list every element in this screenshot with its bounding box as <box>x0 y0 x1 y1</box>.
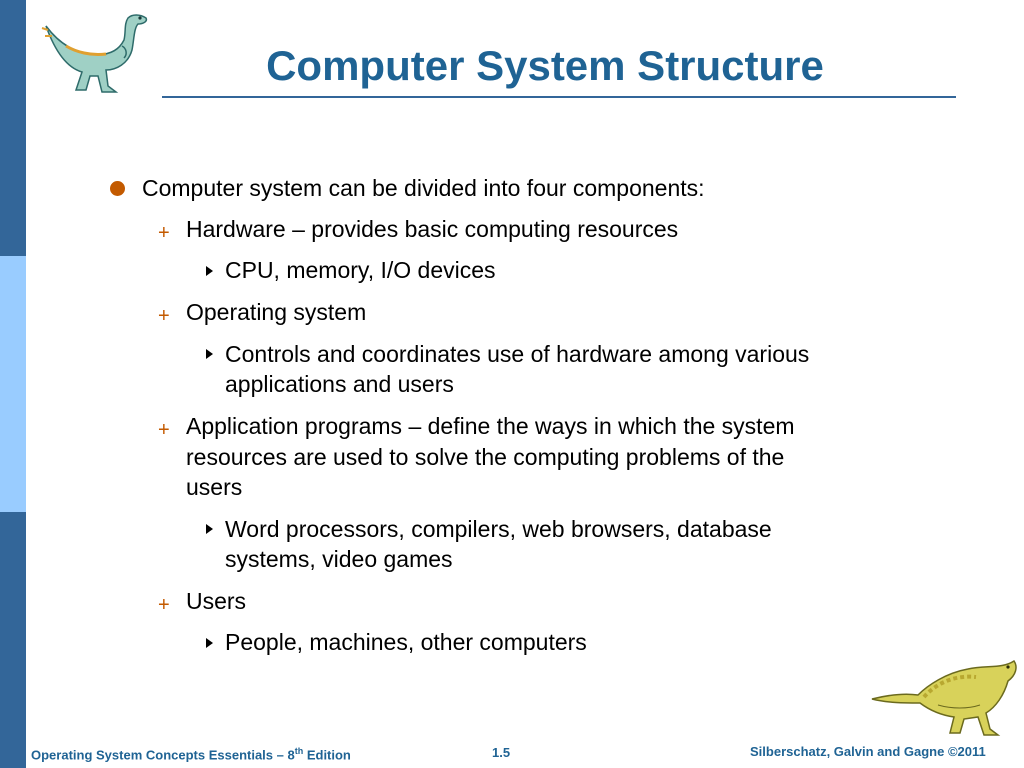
cross-bullet-icon: + <box>158 419 170 441</box>
bullet-application-detail-line-1: Word processors, compilers, web browsers, database <box>225 516 772 542</box>
bullet-intro: Computer system can be divided into four components: <box>142 175 705 201</box>
cross-bullet-icon: + <box>158 594 170 616</box>
footer-book-title-tail: Edition <box>303 747 351 763</box>
bullet-os-detail-line-1: Controls and coordinates use of hardware among various <box>225 341 810 367</box>
left-bar-segment-middle <box>0 256 26 512</box>
bullet-application-line-2: resources are used to solve the computing problems of the <box>186 444 785 470</box>
bullet-os-detail-line-2: applications and users <box>225 371 454 397</box>
left-bar-segment-bottom <box>0 512 26 768</box>
triangle-bullet-icon <box>206 266 213 276</box>
bullet-users: Users <box>186 588 247 614</box>
footer-edition-superscript: th <box>294 746 304 756</box>
footer-book-title-main: Operating System Concepts Essentials – 8 <box>31 747 295 763</box>
footer-page-number: 1.5 <box>492 745 511 760</box>
bullet-application-detail-line-2: systems, video games <box>225 546 453 572</box>
left-color-bar <box>0 0 26 768</box>
triangle-bullet-icon <box>206 524 213 534</box>
dinosaur-image-bottom <box>868 655 1020 741</box>
bullet-application-line-1: Application programs – define the ways in which the system <box>186 413 795 439</box>
bullet-users-detail: People, machines, other computers <box>225 629 587 655</box>
title-underline <box>162 96 956 98</box>
triangle-bullet-icon <box>206 349 213 359</box>
cross-bullet-icon: + <box>158 305 170 327</box>
left-bar-segment-top <box>0 0 26 256</box>
circle-bullet-icon <box>110 181 125 196</box>
footer-authors: Silberschatz, Galvin and Gagne ©2011 <box>750 744 986 759</box>
bullet-hardware-detail: CPU, memory, I/O devices <box>225 257 496 283</box>
page-title: Computer System Structure <box>266 42 824 89</box>
bullet-hardware: Hardware – provides basic computing resources <box>186 216 679 242</box>
bullet-application-line-3: users <box>186 474 243 500</box>
bullet-operating-system: Operating system <box>186 299 367 325</box>
dinosaur-image-top <box>36 6 156 98</box>
footer-book-title <box>31 746 351 762</box>
cross-bullet-icon: + <box>158 222 170 244</box>
triangle-bullet-icon <box>206 638 213 648</box>
